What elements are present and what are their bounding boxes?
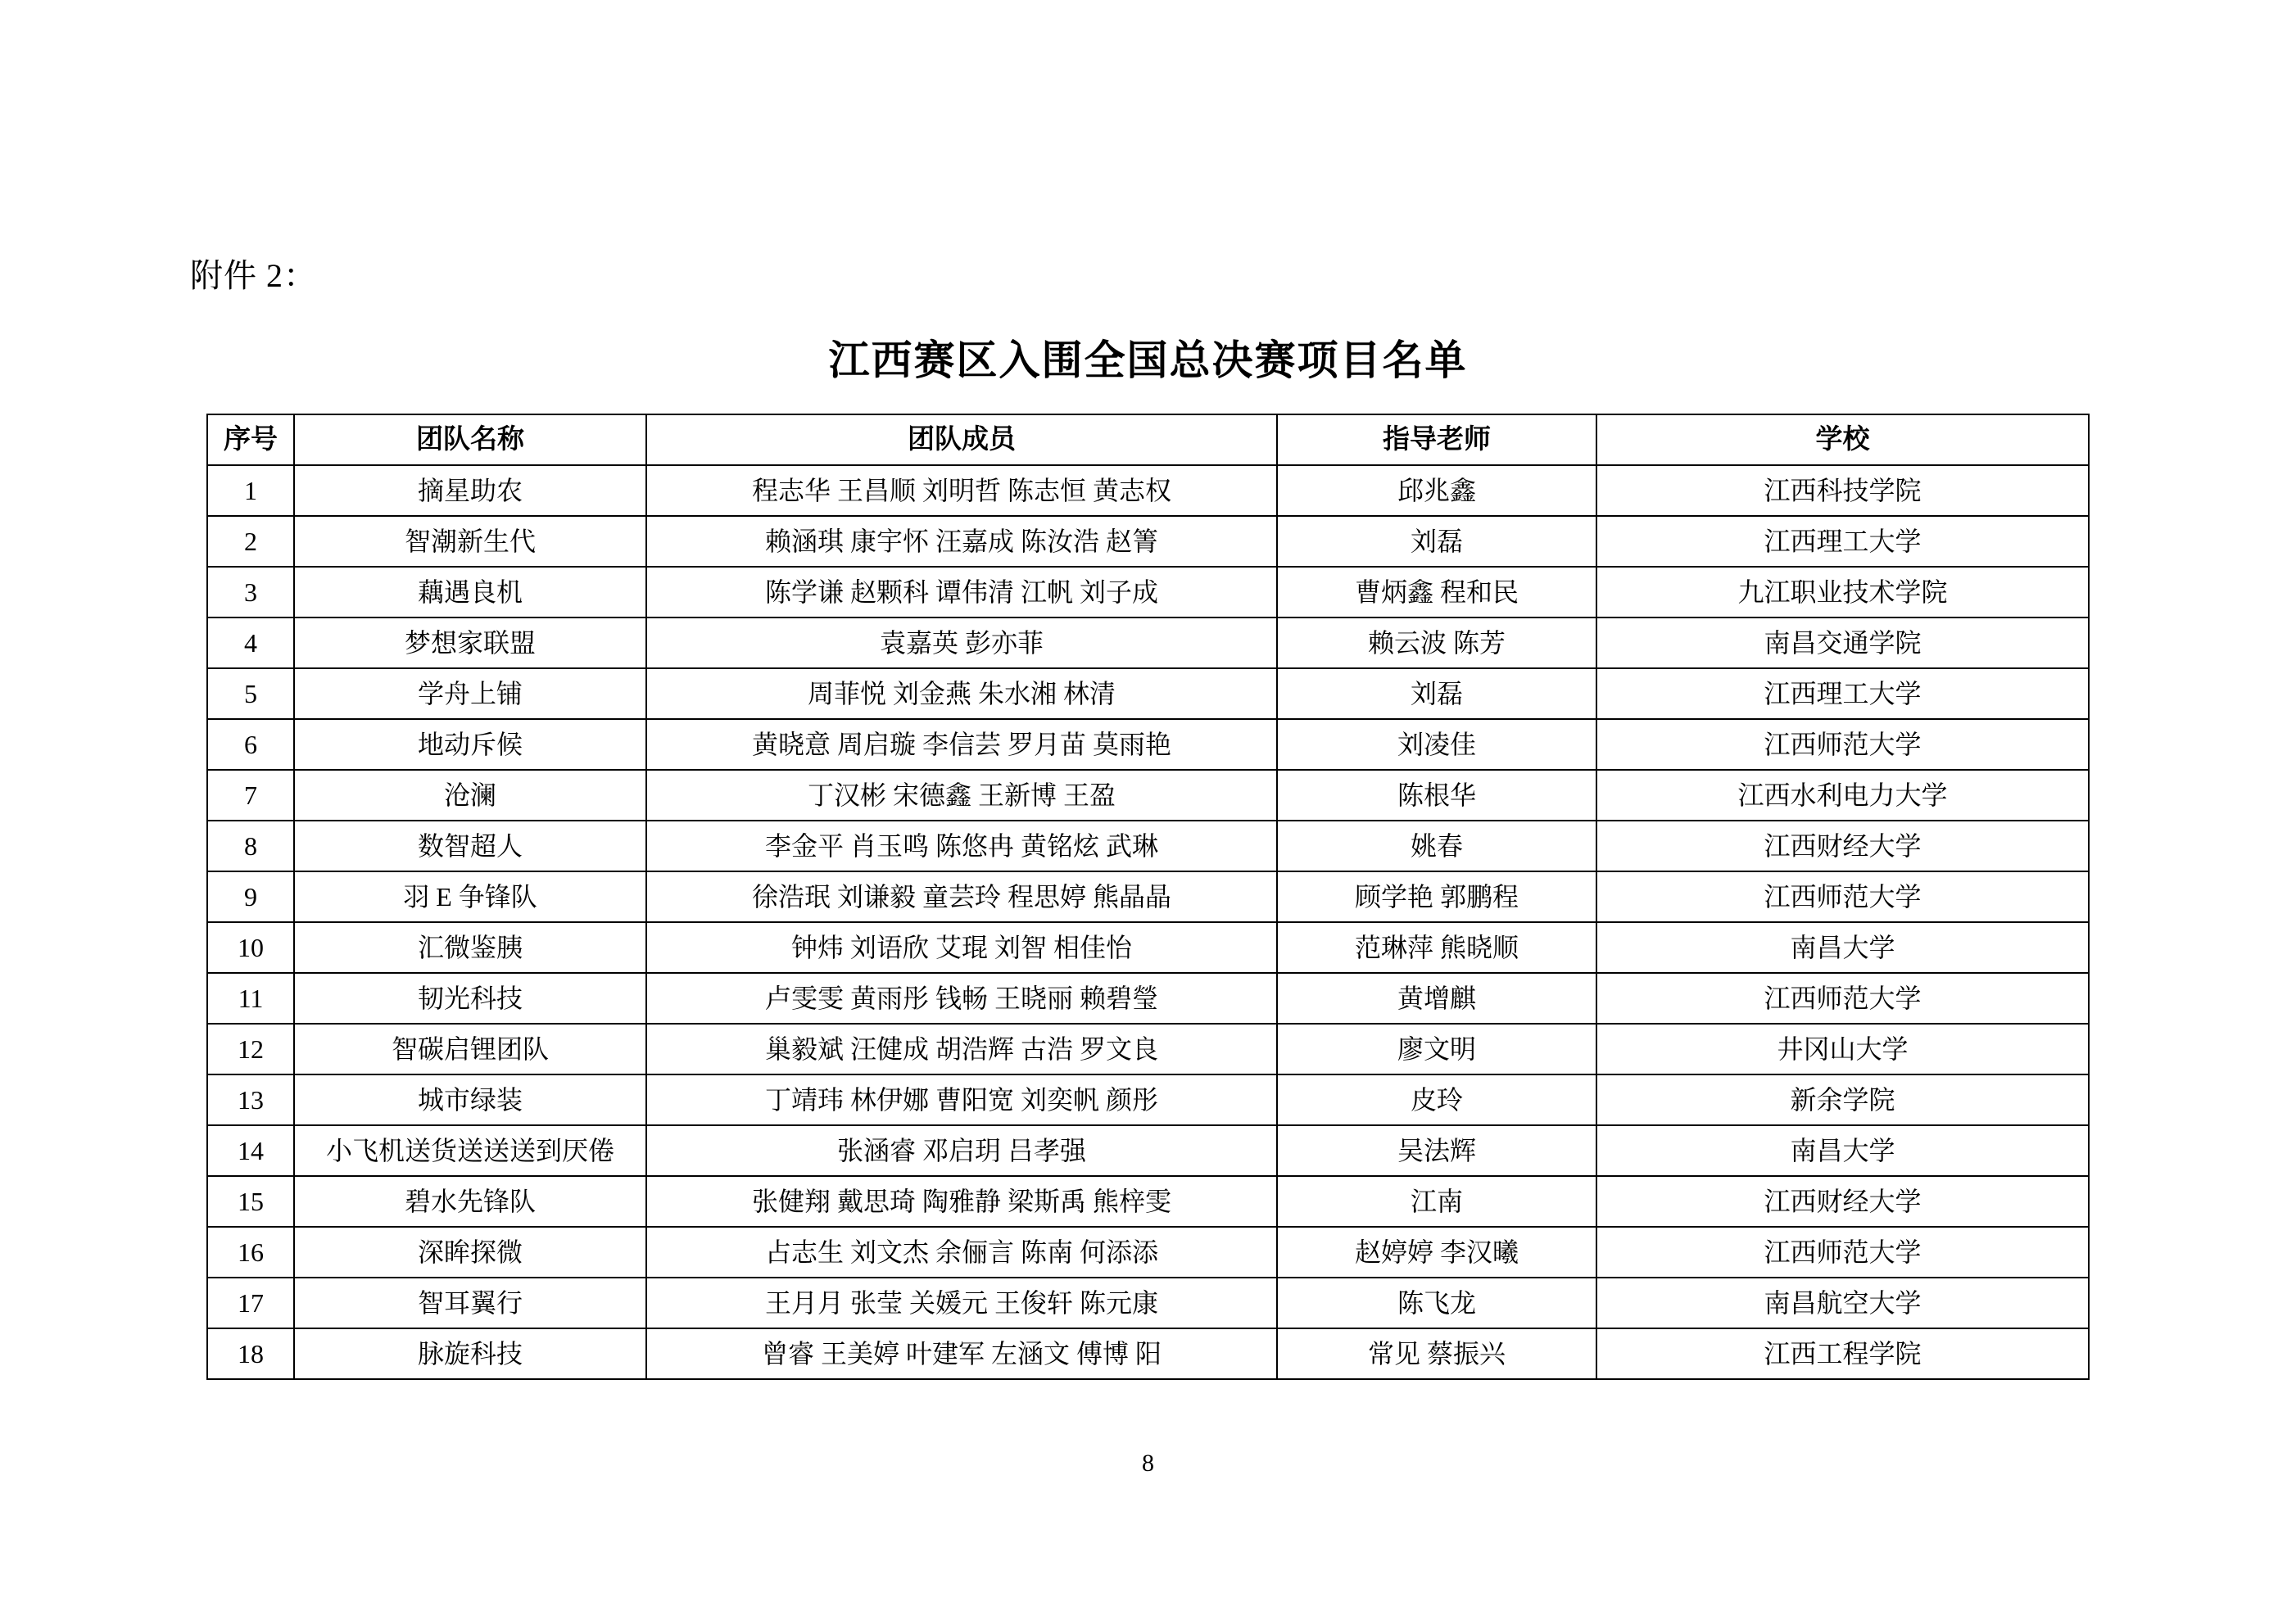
cell-team-name: 碧水先锋队	[294, 1176, 646, 1227]
cell-advisor: 赵婷婷 李汉曦	[1277, 1227, 1596, 1278]
cell-team-name: 沧澜	[294, 770, 646, 821]
table-row	[207, 1024, 2089, 1074]
cell-school: 新余学院	[1596, 1074, 2089, 1125]
cell-advisor: 姚春	[1277, 821, 1596, 871]
table-row	[207, 1227, 2089, 1278]
cell-index: 2	[207, 516, 294, 567]
cell-advisor: 陈根华	[1277, 770, 1596, 821]
cell-team-members: 占志生 刘文杰 余俪言 陈南 何添添	[646, 1227, 1277, 1278]
cell-team-members: 曾睿 王美婷 叶建军 左涵文 傅博 阳	[646, 1328, 1277, 1379]
cell-advisor: 刘磊	[1277, 668, 1596, 719]
table-row	[207, 1125, 2089, 1176]
cell-team-members: 钟炜 刘语欣 艾琨 刘智 相佳怡	[646, 922, 1277, 973]
cell-team-members: 张涵睿 邓启玥 吕孝强	[646, 1125, 1277, 1176]
cell-team-name: 智碳启锂团队	[294, 1024, 646, 1074]
cell-index: 17	[207, 1278, 294, 1328]
cell-advisor: 黄增麒	[1277, 973, 1596, 1024]
cell-advisor: 常见 蔡振兴	[1277, 1328, 1596, 1379]
cell-team-members: 黄晓意 周启璇 李信芸 罗月苗 莫雨艳	[646, 719, 1277, 770]
cell-advisor: 刘磊	[1277, 516, 1596, 567]
cell-team-name: 摘星助农	[294, 465, 646, 516]
cell-school: 南昌交通学院	[1596, 617, 2089, 668]
cell-team-members: 王月月 张莹 关媛元 王俊轩 陈元康	[646, 1278, 1277, 1328]
cell-school: 南昌航空大学	[1596, 1278, 2089, 1328]
cell-team-members: 丁汉彬 宋德鑫 王新博 王盈	[646, 770, 1277, 821]
cell-advisor: 江南	[1277, 1176, 1596, 1227]
page-number: 8	[1142, 1450, 1154, 1477]
table-header-row	[207, 414, 2089, 465]
table-row	[207, 567, 2089, 617]
cell-team-members: 巢毅斌 汪健成 胡浩辉 古浩 罗文良	[646, 1024, 1277, 1074]
cell-team-name: 智潮新生代	[294, 516, 646, 567]
table-row	[207, 871, 2089, 922]
cell-index: 11	[207, 973, 294, 1024]
cell-team-name: 藕遇良机	[294, 567, 646, 617]
table-row	[207, 1176, 2089, 1227]
cell-team-name: 数智超人	[294, 821, 646, 871]
cell-advisor: 曹炳鑫 程和民	[1277, 567, 1596, 617]
column-header-team-members: 团队成员	[646, 414, 1277, 465]
cell-team-name: 汇微鉴胰	[294, 922, 646, 973]
cell-school: 江西工程学院	[1596, 1328, 2089, 1379]
page-title: 江西赛区入围全国总决赛项目名单	[828, 337, 1468, 383]
cell-school: 江西师范大学	[1596, 973, 2089, 1024]
cell-index: 1	[207, 465, 294, 516]
cell-team-name: 韧光科技	[294, 973, 646, 1024]
cell-school: 江西理工大学	[1596, 668, 2089, 719]
table-row	[207, 973, 2089, 1024]
cell-school: 江西师范大学	[1596, 871, 2089, 922]
table-row	[207, 821, 2089, 871]
cell-school: 南昌大学	[1596, 1125, 2089, 1176]
cell-advisor: 廖文明	[1277, 1024, 1596, 1074]
cell-advisor: 陈飞龙	[1277, 1278, 1596, 1328]
table-row	[207, 770, 2089, 821]
cell-team-members: 丁靖玮 林伊娜 曹阳宽 刘奕帆 颜彤	[646, 1074, 1277, 1125]
cell-advisor: 赖云波 陈芳	[1277, 617, 1596, 668]
table-row	[207, 1328, 2089, 1379]
cell-index: 10	[207, 922, 294, 973]
cell-team-members: 赖涵琪 康宇怀 汪嘉成 陈汝浩 赵箐	[646, 516, 1277, 567]
cell-advisor: 邱兆鑫	[1277, 465, 1596, 516]
cell-school: 江西师范大学	[1596, 719, 2089, 770]
cell-index: 3	[207, 567, 294, 617]
cell-team-name: 学舟上铺	[294, 668, 646, 719]
cell-index: 18	[207, 1328, 294, 1379]
cell-team-name: 智耳翼行	[294, 1278, 646, 1328]
cell-index: 5	[207, 668, 294, 719]
cell-index: 8	[207, 821, 294, 871]
cell-team-name: 梦想家联盟	[294, 617, 646, 668]
column-header-team-name: 团队名称	[294, 414, 646, 465]
cell-advisor: 皮玲	[1277, 1074, 1596, 1125]
cell-school: 九江职业技术学院	[1596, 567, 2089, 617]
cell-index: 15	[207, 1176, 294, 1227]
table-row	[207, 516, 2089, 567]
cell-team-name: 羽 E 争锋队	[294, 871, 646, 922]
cell-index: 7	[207, 770, 294, 821]
cell-advisor: 刘凌佳	[1277, 719, 1596, 770]
table-row	[207, 1278, 2089, 1328]
cell-advisor: 吴法辉	[1277, 1125, 1596, 1176]
cell-school: 江西师范大学	[1596, 1227, 2089, 1278]
table-row	[207, 465, 2089, 516]
table-row	[207, 719, 2089, 770]
cell-team-name: 城市绿装	[294, 1074, 646, 1125]
cell-team-name: 小飞机送货送送送到厌倦	[294, 1125, 646, 1176]
cell-team-members: 卢雯雯 黄雨彤 钱畅 王晓丽 赖碧瑩	[646, 973, 1277, 1024]
cell-school: 江西水利电力大学	[1596, 770, 2089, 821]
cell-advisor: 顾学艳 郭鹏程	[1277, 871, 1596, 922]
cell-team-members: 李金平 肖玉鸣 陈悠冉 黄铭炫 武琳	[646, 821, 1277, 871]
cell-school: 南昌大学	[1596, 922, 2089, 973]
cell-team-members: 陈学谦 赵颗科 谭伟清 江帆 刘子成	[646, 567, 1277, 617]
column-header-index: 序号	[207, 414, 294, 465]
table-row	[207, 617, 2089, 668]
cell-team-members: 徐浩珉 刘谦毅 童芸玲 程思婷 熊晶晶	[646, 871, 1277, 922]
cell-index: 13	[207, 1074, 294, 1125]
cell-school: 江西科技学院	[1596, 465, 2089, 516]
cell-index: 16	[207, 1227, 294, 1278]
table-row	[207, 922, 2089, 973]
cell-team-name: 脉旋科技	[294, 1328, 646, 1379]
cell-index: 6	[207, 719, 294, 770]
cell-index: 14	[207, 1125, 294, 1176]
cell-team-members: 周菲悦 刘金燕 朱水湘 林清	[646, 668, 1277, 719]
column-header-advisor: 指导老师	[1277, 414, 1596, 465]
cell-team-members: 程志华 王昌顺 刘明哲 陈志恒 黄志权	[646, 465, 1277, 516]
finalist-projects-table	[206, 414, 2090, 1380]
cell-school: 井冈山大学	[1596, 1024, 2089, 1074]
cell-index: 9	[207, 871, 294, 922]
table-row	[207, 1074, 2089, 1125]
cell-team-members: 袁嘉英 彭亦菲	[646, 617, 1277, 668]
cell-index: 12	[207, 1024, 294, 1074]
cell-index: 4	[207, 617, 294, 668]
attachment-label: 附件 2：	[190, 257, 317, 294]
cell-team-name: 深眸探微	[294, 1227, 646, 1278]
column-header-school: 学校	[1596, 414, 2089, 465]
cell-school: 江西财经大学	[1596, 821, 2089, 871]
table-row	[207, 668, 2089, 719]
cell-team-name: 地动斥候	[294, 719, 646, 770]
cell-school: 江西理工大学	[1596, 516, 2089, 567]
cell-school: 江西财经大学	[1596, 1176, 2089, 1227]
cell-advisor: 范琳萍 熊晓顺	[1277, 922, 1596, 973]
cell-team-members: 张健翔 戴思琦 陶雅静 梁斯禹 熊梓雯	[646, 1176, 1277, 1227]
